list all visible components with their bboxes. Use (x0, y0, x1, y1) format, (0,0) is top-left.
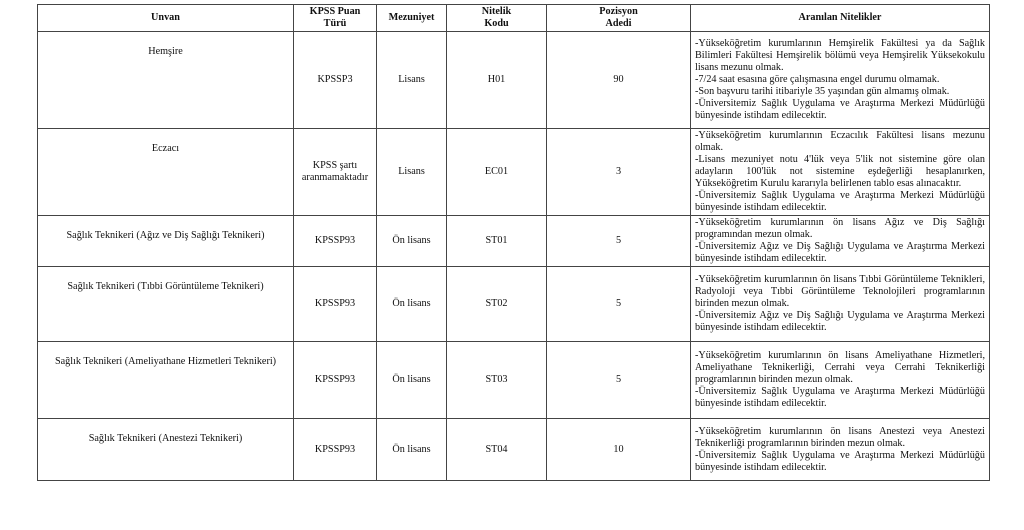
header-kpss: KPSS Puan Türü (294, 5, 377, 32)
cell-nitelik-kodu: ST01 (447, 216, 547, 267)
requirement-line: -Yükseköğretim kurumlarının Eczacılık Fakültesi lisans mezunu olmak. (695, 130, 985, 154)
requirement-line: -Üniversitemiz Sağlık Uygulama ve Araştırma Merkezi Müdürlüğü bünyesinde istihdam edilecektir. (695, 190, 985, 214)
positions-table (37, 4, 990, 481)
requirement-line: -7/24 saat esasına göre çalışmasına engel durumu olmamak. (695, 74, 940, 86)
header-nitelik-kodu: Nitelik Kodu (447, 5, 547, 32)
cell-aranilan-nitelikler (691, 129, 990, 216)
requirement-line: -Üniversitemiz Ağız ve Diş Sağlığı Uygulama ve Araştırma Merkezi bünyesinde istihdam edilecektir. (695, 310, 985, 334)
requirement-line: -Üniversitemiz Ağız ve Diş Sağlığı Uygulama ve Araştırma Merkezi bünyesinde istihdam edilecektir. (695, 241, 985, 265)
cell-kpss-puan-turu: KPSSP93 (294, 267, 377, 342)
header-aranilan-nitelikler: Aranılan Nitelikler (691, 5, 990, 32)
cell-kpss-puan-turu: KPSSP93 (294, 216, 377, 267)
cell-aranilan-nitelikler (691, 419, 990, 481)
requirement-line: -Üniversitemiz Sağlık Uygulama ve Araştırma Merkezi Müdürlüğü bünyesinde istihdam edilecektir. (695, 98, 985, 122)
cell-pozisyon-adedi: 3 (547, 129, 691, 216)
cell-kpss-puan-turu: KPSS şartı aranmamaktadır (294, 129, 377, 216)
requirement-line: -Üniversitemiz Sağlık Uygulama ve Araştırma Merkezi Müdürlüğü bünyesinde istihdam edilecektir. (695, 449, 985, 473)
requirement-line: -Üniversitemiz Sağlık Uygulama ve Araştırma Merkezi Müdürlüğü bünyesinde istihdam edilecektir. (695, 386, 985, 410)
cell-nitelik-kodu: ST03 (447, 342, 547, 419)
cell-aranilan-nitelikler (691, 267, 990, 342)
cell-mezuniyet: Ön lisans (377, 267, 447, 342)
cell-pozisyon-adedi: 5 (547, 216, 691, 267)
table-row (38, 129, 990, 216)
cell-mezuniyet: Ön lisans (377, 419, 447, 481)
requirement-line: -Son başvuru tarihi itibariyle 35 yaşından gün almamış olmak. (695, 86, 950, 98)
cell-unvan: Sağlık Teknikeri (Tıbbi Görüntüleme Teknikeri) (38, 267, 294, 342)
table-row (38, 342, 990, 419)
cell-unvan: Sağlık Teknikeri (Ameliyathane Hizmetleri Teknikeri) (38, 342, 294, 419)
cell-unvan: Eczacı (38, 129, 294, 216)
cell-aranilan-nitelikler (691, 342, 990, 419)
table-row (38, 419, 990, 481)
cell-pozisyon-adedi: 5 (547, 342, 691, 419)
cell-nitelik-kodu: H01 (447, 32, 547, 129)
cell-aranilan-nitelikler (691, 216, 990, 267)
cell-nitelik-kodu: ST04 (447, 419, 547, 481)
cell-pozisyon-adedi: 10 (547, 419, 691, 481)
cell-pozisyon-adedi: 90 (547, 32, 691, 129)
cell-mezuniyet: Lisans (377, 32, 447, 129)
header-row (38, 5, 990, 32)
header-unvan: Unvan (38, 5, 294, 32)
cell-aranilan-nitelikler (691, 32, 990, 129)
requirement-line: -Yükseköğretim kurumlarının ön lisans Tıbbi Görüntüleme Teknikleri, Radyoloji veya Tıbbi Görüntüleme Teknolojileri programlarının birinden mezun olmak. (695, 274, 985, 310)
table-row (38, 216, 990, 267)
table-row (38, 32, 990, 129)
cell-kpss-puan-turu: KPSSP3 (294, 32, 377, 129)
requirement-line: -Yükseköğretim kurumlarının ön lisans Ameliyathane Hizmetleri, Ameliyathane Teknikerliği, Cerrahi veya Cerrahi Teknikerliği programlarının birinden mezun olmak. (695, 350, 985, 386)
cell-unvan: Sağlık Teknikeri (Anestezi Teknikeri) (38, 419, 294, 481)
cell-unvan: Hemşire (38, 32, 294, 129)
header-mezuniyet: Mezuniyet (377, 5, 447, 32)
requirement-line: -Lisans mezuniyet notu 4'lük veya 5'lik not sistemine göre olan adayların 100'lük not sistemine eşdeğerliği hesaplanırken, Yükseköğretim Kurulu kararıyla belirlenen tablo esas alınacaktır. (695, 154, 985, 190)
cell-kpss-puan-turu: KPSSP93 (294, 419, 377, 481)
cell-kpss-puan-turu: KPSSP93 (294, 342, 377, 419)
cell-mezuniyet: Ön lisans (377, 342, 447, 419)
table-row (38, 267, 990, 342)
requirement-line: -Yükseköğretim kurumlarının ön lisans Ağız ve Diş Sağlığı programından mezun olmak. (695, 217, 985, 241)
header-pozisyon-adedi: Pozisyon Adedi (547, 5, 691, 32)
cell-nitelik-kodu: ST02 (447, 267, 547, 342)
requirement-line: -Yükseköğretim kurumlarının ön lisans Anestezi veya Anestezi Teknikerliği programlarının birinden mezun olmak. (695, 425, 985, 449)
cell-nitelik-kodu: EC01 (447, 129, 547, 216)
requirement-line: -Yükseköğretim kurumlarının Hemşirelik Fakültesi ya da Sağlık Bilimleri Fakültesi Hemşirelik bölümü veya Hemşirelik Yüksekokulu lisans mezunu olmak. (695, 37, 985, 74)
cell-pozisyon-adedi: 5 (547, 267, 691, 342)
cell-mezuniyet: Lisans (377, 129, 447, 216)
cell-mezuniyet: Ön lisans (377, 216, 447, 267)
cell-unvan: Sağlık Teknikeri (Ağız ve Diş Sağlığı Teknikeri) (38, 216, 294, 267)
